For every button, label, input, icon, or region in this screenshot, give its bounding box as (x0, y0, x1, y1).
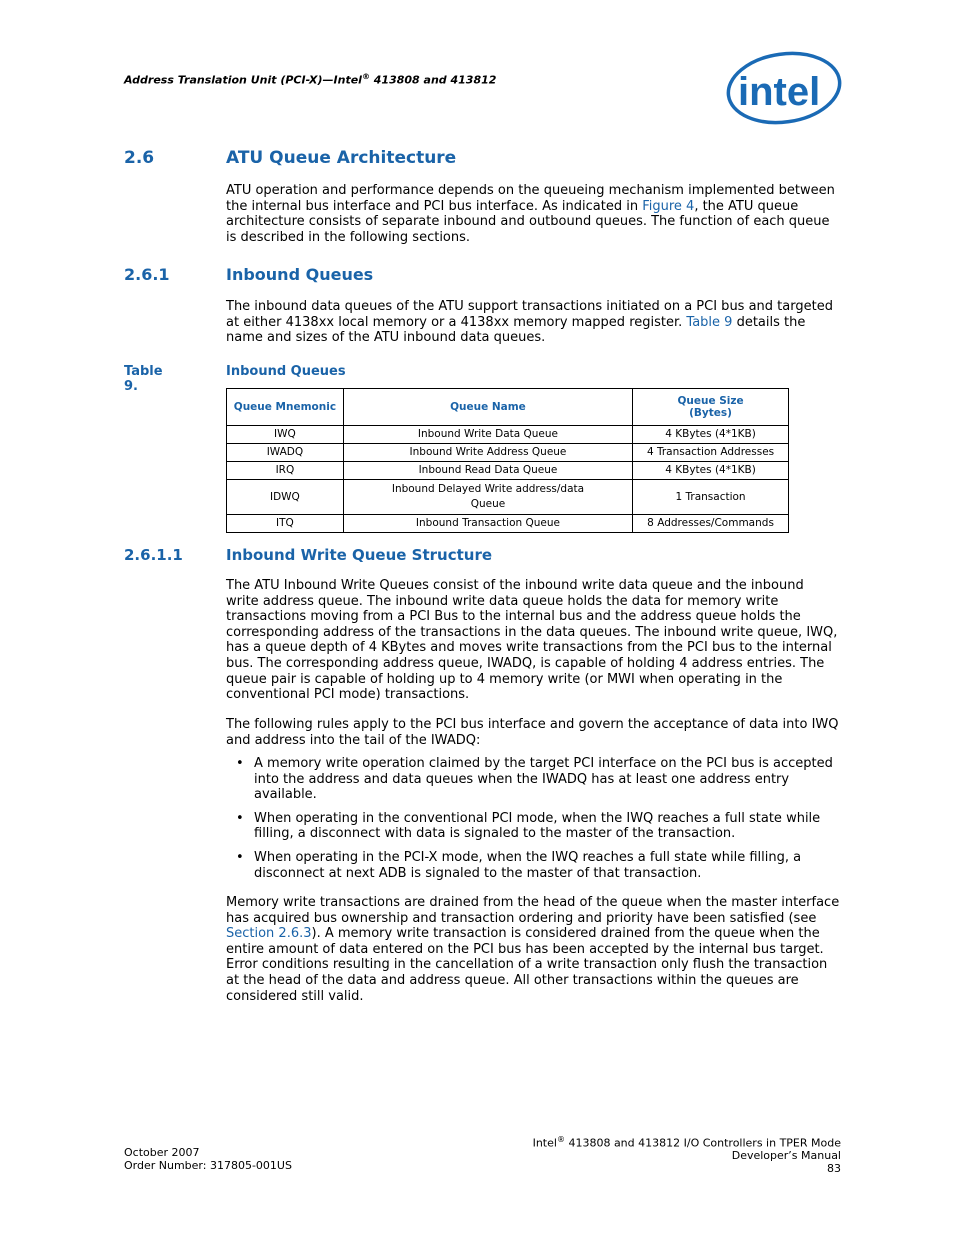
cell-name: Inbound Transaction Queue (343, 515, 632, 533)
paragraph-write-queues: The ATU Inbound Write Queues consist of the inbound write data queue and the inbound write address queue. The inbound write data queue holds the data for memory write transactions moving from a PCI Bus to the internal bus and the address queue holds the corresponding address of the transactions in the data queues. The inbound write queue, IWQ, has a queue depth of 4 KBytes and moves write transactions from the PCI bus to the internal bus. The corresponding address queue, IWADQ, is capable of holding 4 address entries. The queue pair is capable of holding up to 4 memory write (or MWI when operating in the conventional PCI mode) transactions. (226, 578, 838, 703)
inbound-queues-table (226, 388, 789, 533)
intel-logo (724, 50, 842, 130)
cell-size: 8 Addresses/Commands (633, 515, 789, 533)
list-item: • A memory write operation claimed by the target PCI interface on the PCI bus is accepted into the address and data queues when the IWADQ has at least one address entry available. (236, 756, 833, 803)
section-2-6-3-link[interactable]: Section 2.6.3 (226, 926, 312, 942)
list-item: • When operating in the PCI-X mode, when the IWQ reaches a full state while filling, a disconnect at next ADB is signaled to the master of that transaction. (236, 849, 802, 881)
paragraph-drain: Memory write transactions are drained from the head of the queue when the master interface has acquired bus ownership and transaction ordering and priority have been satisfied (see Section 2.6.3). A memory write transaction is considered drained from the queue when the entire amount of data entered on the PCI bus has been accepted by the internal bus target. Error conditions resulting in the cancellation of a write transaction only flush the transaction at the head of the data and address queue. All other transactions within the queues are considered still valid. (226, 895, 840, 1004)
paragraph-rules-intro: The following rules apply to the PCI bus interface and govern the acceptance of data into IWQ and address into the tail of the IWADQ: (226, 717, 839, 748)
cell-name: Inbound Write Data Queue (343, 426, 632, 444)
rules-list (226, 756, 840, 889)
section-number: 2.6 (124, 148, 155, 168)
subsubsection-title: Inbound Write Queue Structure (226, 546, 493, 564)
cell-name: Inbound Delayed Write address/data Queue (343, 480, 632, 515)
list-item: • When operating in the conventional PCI mode, when the IWQ reaches a full state while filling, a disconnect with data is signaled to the master of the transaction. (236, 810, 821, 842)
cell-mnemonic: IWADQ (227, 444, 344, 462)
cell-size: 1 Transaction (633, 480, 789, 515)
subsection-number: 2.6.1 (124, 265, 170, 284)
running-header-text-rest: 413808 and 413812 (369, 73, 497, 87)
cell-name: Inbound Read Data Queue (343, 462, 632, 480)
cell-name: Inbound Write Address Queue (343, 444, 632, 462)
running-header-text: Address Translation Unit (PCI-X)—Intel (124, 73, 362, 87)
table-header-row (227, 389, 789, 426)
table-row (227, 480, 789, 515)
table-row (227, 444, 789, 462)
cell-size: 4 KBytes (4*1KB) (633, 462, 789, 480)
section-title: ATU Queue Architecture (226, 148, 457, 168)
table-row (227, 426, 789, 444)
running-header (124, 72, 496, 87)
footer-right (533, 1134, 841, 1175)
table-row (227, 462, 789, 480)
cell-size: 4 KBytes (4*1KB) (633, 426, 789, 444)
section-paragraph: ATU operation and performance depends on the queueing mechanism implemented between the internal bus interface and PCI bus interface. As indicated in Figure 4, the ATU queue architecture consists of separate inbound and outbound queues. The function of each queue is described in the following sections. (226, 183, 835, 245)
footer-order-number: Order Number: 317805-001US (124, 1158, 292, 1172)
footer-date: October 2007 (124, 1146, 200, 1159)
figure-4-link[interactable]: Figure 4 (642, 198, 695, 214)
subsection-title: Inbound Queues (226, 265, 374, 284)
header-name: Queue Name (343, 389, 632, 426)
cell-mnemonic: IWQ (227, 426, 344, 444)
bullet-icon: • (236, 849, 244, 865)
cell-mnemonic: IRQ (227, 462, 344, 480)
table-9-link[interactable]: Table 9 (686, 314, 733, 330)
table-caption-title: Inbound Queues (226, 364, 346, 379)
header-mnemonic: Queue Mnemonic (227, 389, 344, 426)
footer-product: Intel® 413808 and 413812 I/O Controllers in TPER Mode (532, 1135, 841, 1150)
footer-left (124, 1147, 292, 1172)
table-caption-number: Table 9. (124, 364, 163, 394)
cell-mnemonic: IDWQ (227, 480, 344, 515)
table-row (227, 515, 789, 533)
bullet-icon: • (236, 756, 244, 771)
intel-logo-text: intel (738, 70, 821, 114)
registered-mark: ® (361, 72, 370, 81)
cell-mnemonic: ITQ (227, 515, 344, 533)
header-size: Queue Size (Bytes) (633, 389, 789, 426)
bullet-icon: • (236, 810, 244, 826)
footer-page-number: 83 (827, 1161, 841, 1175)
footer-doc-title: Developer’s Manual (731, 1149, 841, 1163)
cell-size: 4 Transaction Addresses (633, 444, 789, 462)
subsubsection-number: 2.6.1.1 (124, 546, 183, 564)
subsection-paragraph: The inbound data queues of the ATU support transactions initiated on a PCI bus and targeted at either 4138xx local memory or a 4138xx memory mapped register. Table 9 details the name and sizes of the ATU inbound data queues. (226, 299, 833, 346)
